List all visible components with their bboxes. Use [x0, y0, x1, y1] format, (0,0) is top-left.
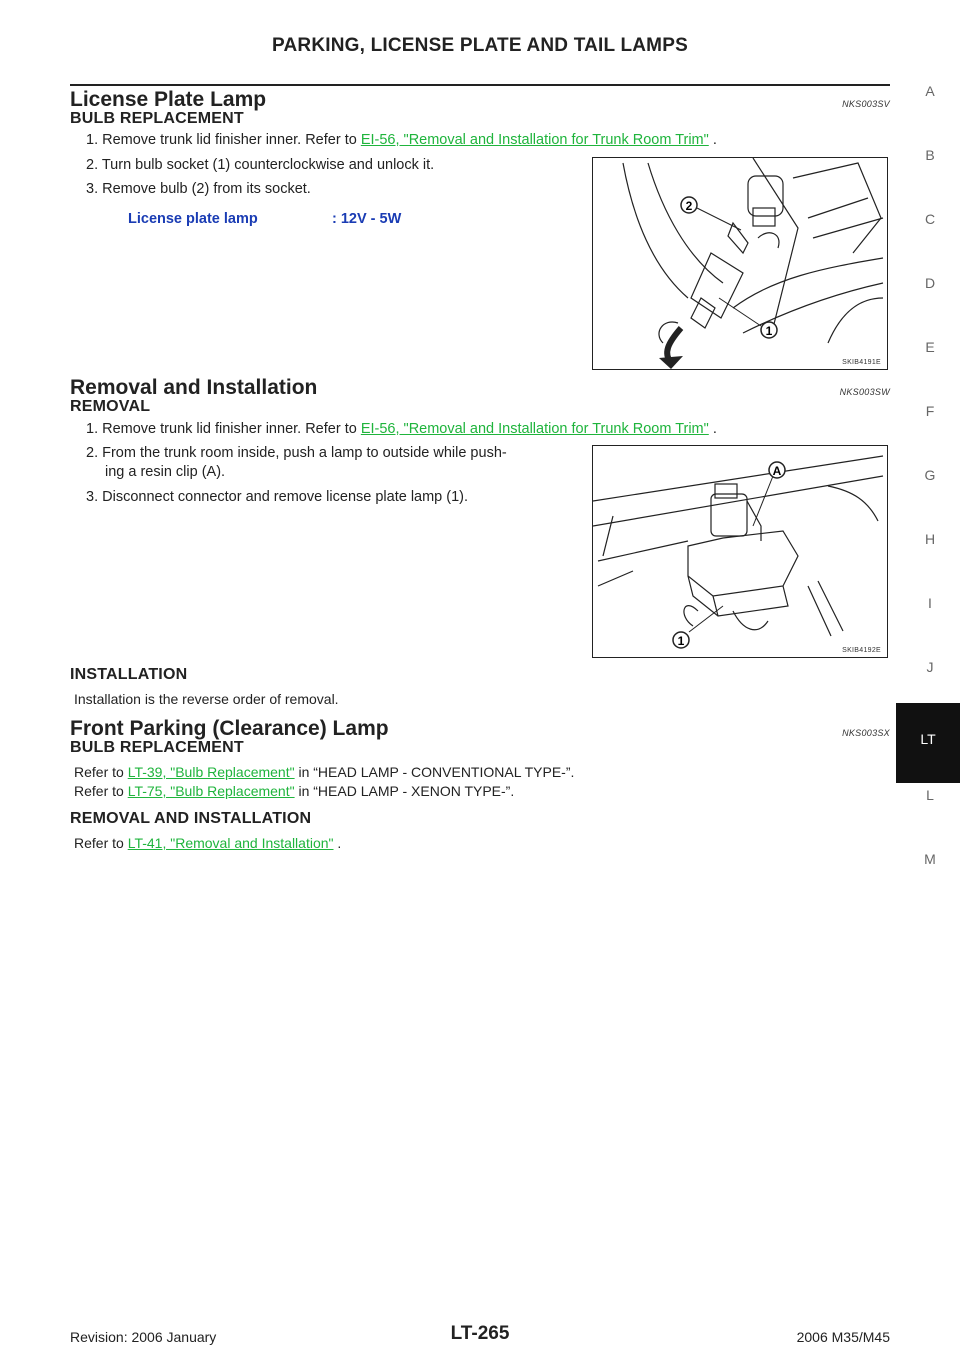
section-title-license-plate-lamp: License Plate Lamp — [70, 88, 267, 111]
link-ei-56-trunk-trim[interactable]: EI-56, "Removal and Installation for Trunk Room Trim" — [360, 132, 709, 148]
footer-model: 2006 M35/M45 — [796, 1329, 890, 1345]
section-title-removal-installation: Removal and Installation — [70, 376, 318, 399]
removal-step-2-line-2: ing a resin clip (A). — [105, 464, 226, 480]
step-1-prefix: 1. Remove trunk lid finisher inner. Refer to — [86, 132, 361, 148]
subtitle-removal-and-installation: REMOVAL AND INSTALLATION — [70, 810, 312, 827]
index-letter-b[interactable]: B — [925, 147, 935, 163]
spec-value: : 12V - 5W — [332, 211, 402, 227]
figure2-callout-a: A — [772, 464, 782, 478]
removal-step-2-text — [86, 444, 586, 482]
subtitle-installation: INSTALLATION — [70, 666, 188, 683]
step-1-suffix: . — [708, 132, 717, 148]
side-index — [900, 0, 960, 1358]
lamp-removal-illustration — [593, 446, 887, 657]
figure-bulb-socket — [592, 157, 888, 370]
ref-suffix: . — [333, 835, 342, 851]
index-letter-h[interactable]: H — [924, 531, 936, 547]
figure1-callout-2: 2 — [685, 199, 693, 213]
ref-prefix: Refer to — [74, 764, 128, 780]
link-lt-41-removal-installation[interactable]: LT-41, "Removal and Installation" — [127, 835, 334, 851]
subtitle-bulb-replacement: BULB REPLACEMENT — [70, 110, 244, 127]
step-2-text: 2. Turn bulb socket (1) counterclockwise and unlock it. — [86, 157, 435, 173]
index-letter-l[interactable]: L — [926, 787, 934, 803]
removal-step-1-suffix: . — [708, 421, 717, 437]
title-rule — [70, 84, 890, 86]
spec-label: License plate lamp — [128, 211, 258, 227]
index-letter-f[interactable]: F — [925, 403, 935, 419]
figure2-callout-1: 1 — [677, 634, 685, 648]
ref-line-conventional — [74, 763, 574, 782]
footer-page-number: LT-265 — [450, 1323, 510, 1344]
removal-step-1-prefix: 1. Remove trunk lid finisher inner. Refer to — [86, 421, 361, 437]
section-code: NKS003SV — [842, 99, 890, 109]
bulb-socket-illustration — [593, 158, 887, 369]
index-letter-e[interactable]: E — [925, 339, 935, 355]
section-title-front-parking-lamp: Front Parking (Clearance) Lamp — [70, 717, 389, 740]
index-letter-d[interactable]: D — [924, 275, 936, 291]
index-letter-j[interactable]: J — [926, 659, 934, 675]
index-letter-a[interactable]: A — [925, 83, 935, 99]
ref-suffix: in “HEAD LAMP - CONVENTIONAL TYPE-”. — [294, 764, 575, 780]
ref-prefix: Refer to — [74, 835, 128, 851]
index-tab-lt-label: LT — [920, 731, 936, 747]
removal-step-2-line-1: 2. From the trunk room inside, push a lamp to outside while push- — [86, 445, 507, 461]
removal-step-1-text — [86, 420, 717, 439]
installation-text: Installation is the reverse order of removal. — [74, 691, 339, 707]
figure2-code: SKIB4192E — [842, 647, 881, 654]
page-title: PARKING, LICENSE PLATE AND TAIL LAMPS — [272, 35, 688, 56]
section-code: NKS003SW — [839, 387, 890, 397]
ref-line-removal-installation — [74, 834, 341, 853]
link-ei-56-trunk-trim[interactable]: EI-56, "Removal and Installation for Trunk Room Trim" — [360, 421, 709, 437]
removal-step-3-text: 3. Disconnect connector and remove license plate lamp (1). — [86, 489, 469, 505]
step-3-text: 3. Remove bulb (2) from its socket. — [86, 181, 311, 197]
figure-lamp-removal — [592, 445, 888, 658]
footer-revision: Revision: 2006 January — [70, 1329, 217, 1345]
step-1-text — [86, 131, 717, 150]
link-lt-39-bulb-replacement[interactable]: LT-39, "Bulb Replacement" — [127, 764, 295, 780]
index-tab-lt-active[interactable] — [896, 703, 960, 783]
ref-line-xenon — [74, 782, 514, 801]
subtitle-bulb-replacement: BULB REPLACEMENT — [70, 739, 244, 756]
ref-suffix: in “HEAD LAMP - XENON TYPE-”. — [294, 783, 515, 799]
index-letter-g[interactable]: G — [924, 467, 936, 483]
index-letter-m[interactable]: M — [924, 851, 936, 867]
ref-prefix: Refer to — [74, 783, 128, 799]
figure1-callout-1: 1 — [765, 324, 773, 338]
figure1-code: SKIB4191E — [842, 359, 881, 366]
subtitle-removal: REMOVAL — [70, 398, 151, 415]
index-letter-i[interactable]: I — [928, 595, 932, 611]
index-letter-c[interactable]: C — [924, 211, 936, 227]
link-lt-75-bulb-replacement[interactable]: LT-75, "Bulb Replacement" — [127, 783, 295, 799]
section-code: NKS003SX — [842, 728, 890, 738]
